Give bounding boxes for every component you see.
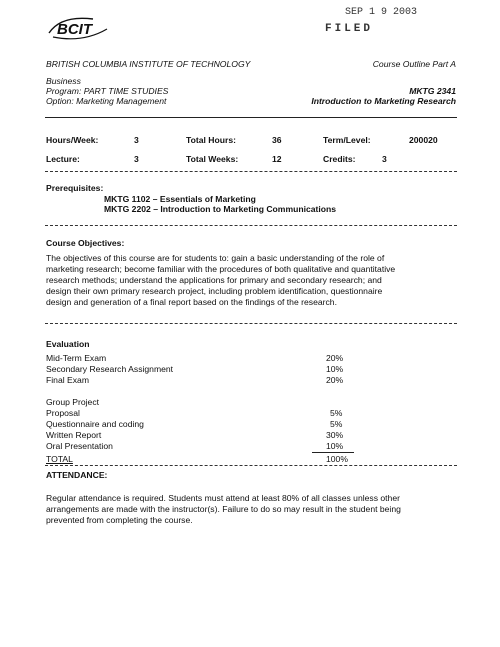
institute-name: BRITISH COLUMBIA INSTITUTE OF TECHNOLOGY (46, 59, 251, 69)
eval-item-label: Mid-Term Exam (46, 353, 107, 363)
group-item-label: Proposal (46, 408, 80, 418)
group-project-heading: Group Project (46, 397, 100, 407)
total-weeks-value: 12 (272, 154, 282, 164)
evaluation-heading: Evaluation (46, 339, 90, 349)
total-value: 100% (326, 454, 348, 464)
eval-item-value: 20% (326, 375, 344, 385)
attendance-heading: ATTENDANCE: (46, 470, 108, 480)
option-line: Option: Marketing Management (46, 96, 167, 106)
objectives-line-5: design and generation of a final report based on the findings of the research. (46, 297, 337, 307)
group-item-value: 30% (326, 430, 344, 440)
credits-value: 3 (382, 154, 387, 164)
evaluation-divider (45, 465, 457, 467)
attendance-line-1: Regular attendance is required. Students must attend at least 80% of all classes unless other (46, 493, 400, 503)
objectives-line-1: The objectives of this course are for students to: gain a basic understanding of the role of (46, 253, 385, 263)
total-underline (312, 452, 354, 453)
attendance-line-2: arrangements are made with the instructor(s). Failure to do so may result in the student being (46, 504, 401, 514)
course-code: MKTG 2341 (409, 86, 456, 96)
prereq-divider (45, 225, 457, 227)
prereq-item-2: MKTG 2202 – Introduction to Marketing Communications (104, 204, 337, 214)
term-value: 200020 (409, 135, 438, 145)
lecture-label: Lecture: (46, 154, 80, 164)
objectives-line-3: research methods; understand the applications for primary and secondary research; and (46, 275, 382, 285)
eval-item-label: Final Exam (46, 375, 89, 385)
term-label: Term/Level: (323, 135, 371, 145)
group-item-label: Written Report (46, 430, 102, 440)
objectives-heading: Course Objectives: (46, 238, 125, 248)
info-divider (45, 171, 457, 173)
prereq-heading: Prerequisites: (46, 183, 104, 193)
group-item-value: 10% (326, 441, 344, 451)
group-item-value: 5% (330, 419, 343, 429)
objectives-line-4: design their own primary research project, including problem identification, questionnaire (46, 286, 383, 296)
total-label: TOTAL (46, 454, 73, 464)
prereq-item-1: MKTG 1102 – Essentials of Marketing (104, 194, 256, 204)
total-weeks-label: Total Weeks: (186, 154, 239, 164)
objectives-line-2: marketing research; become familiar with the procedures of both qualitative and quantitative (46, 264, 396, 274)
program-line: Program: PART TIME STUDIES (46, 86, 169, 96)
school-name: Business (46, 76, 81, 86)
group-item-value: 5% (330, 408, 343, 418)
objectives-divider (45, 323, 457, 325)
eval-item-label: Secondary Research Assignment (46, 364, 174, 374)
hours-week-value: 3 (134, 135, 139, 145)
lecture-value: 3 (134, 154, 139, 164)
eval-item-value: 10% (326, 364, 344, 374)
total-hours-value: 36 (272, 135, 282, 145)
attendance-line-3: prevented from completing the course. (46, 515, 193, 525)
filed-stamp: FILED (325, 23, 374, 35)
received-stamp-date: SEP 1 9 2003 (345, 7, 418, 18)
header-divider (45, 117, 457, 118)
total-hours-label: Total Hours: (186, 135, 236, 145)
credits-label: Credits: (323, 154, 356, 164)
group-item-label: Oral Presentation (46, 441, 113, 451)
bcit-logo (43, 13, 113, 43)
outline-type: Course Outline Part A (372, 59, 456, 69)
course-title: Introduction to Marketing Research (311, 96, 456, 106)
group-item-label: Questionnaire and coding (46, 419, 144, 429)
hours-week-label: Hours/Week: (46, 135, 99, 145)
eval-item-value: 20% (326, 353, 344, 363)
logo-text: BCIT (57, 21, 92, 38)
